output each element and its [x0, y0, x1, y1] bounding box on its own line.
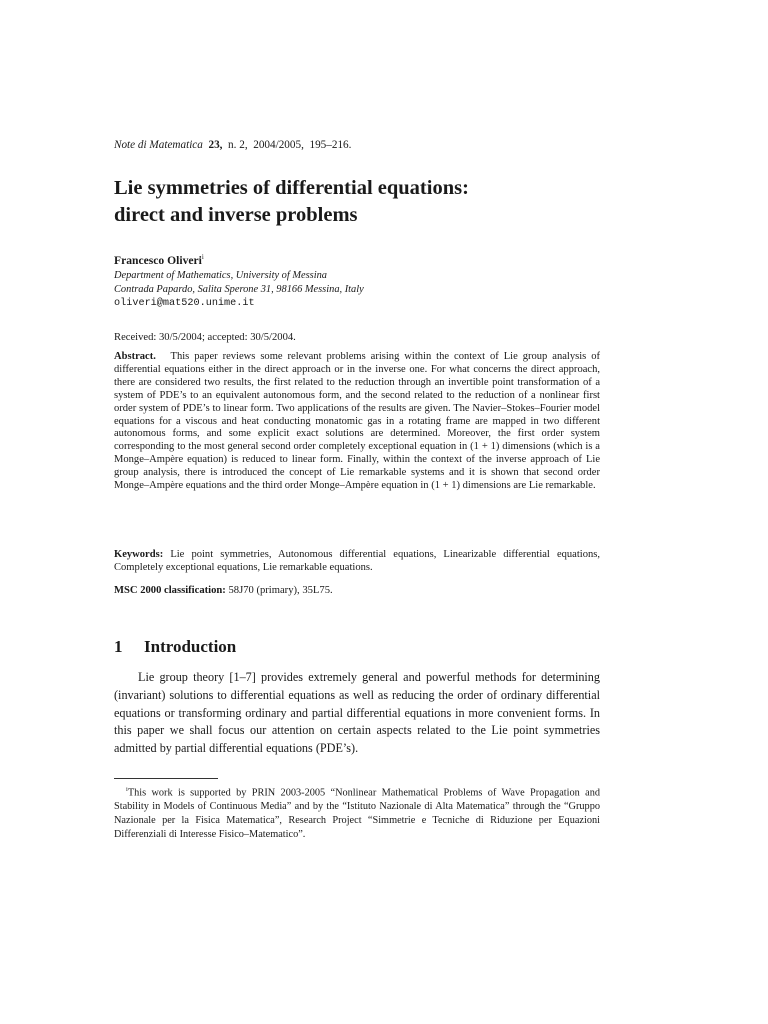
- author-name: Francesco Oliveri: [114, 253, 202, 267]
- footnote-rule: [114, 778, 218, 779]
- abstract: [114, 351, 600, 493]
- keywords-text: Lie point symmetries, Autonomous differential equations, Linearizable differential equations, Completely exceptional equations, Lie remarkable equations.: [114, 549, 601, 573]
- msc-text: 58J70 (primary), 35L75.: [228, 585, 333, 596]
- affiliation-department: Department of Mathematics, University of Messina: [114, 270, 327, 281]
- journal-name: Note di Matematica: [114, 139, 203, 151]
- footnote-text: This work is supported by PRIN 2003-2005 “Nonlinear Mathematical Problems of Wave Propagation and Stability in Models of Continuous Media” and by the “Istituto Nazionale di Alta Matematica” through the “Gruppo Nazionale per la Fisica Matematica”, Research Project “Simmetrie e Tecniche di Riduzione per Equazioni Differenziali di Interesse Fisico–Matematico”.: [114, 787, 600, 840]
- section-number: 1: [114, 637, 123, 656]
- footnote-mark: i: [126, 786, 128, 793]
- msc-classification: [114, 585, 333, 596]
- author-footnote-mark: i: [201, 253, 204, 261]
- journal-pages: 195–216.: [309, 139, 352, 151]
- intro-paragraph: Lie group theory [1–7] provides extremely general and powerful methods for determining (invariant) solutions to differential equations as well as reducing the order of ordinary differential equations or transforming ordinary and partial differential equations in more convenient forms. In this paper we shall focus our attention on certain aspects related to the Lie point symmetries admitted by partial differential equations (PDE’s).: [114, 670, 600, 756]
- journal-years: 2004/2005,: [253, 139, 304, 151]
- section-heading: [114, 637, 236, 657]
- abstract-label: Abstract.: [114, 351, 156, 362]
- title-line-2: direct and inverse problems: [114, 204, 358, 226]
- received-date: Received: 30/5/2004; accepted: 30/5/2004.: [114, 332, 296, 343]
- journal-volume: 23,: [208, 139, 223, 151]
- author-email[interactable]: oliveri@mat520.unime.it: [114, 298, 255, 309]
- msc-label: MSC 2000 classification:: [114, 585, 226, 596]
- affiliation: [114, 269, 364, 311]
- paper-title: [114, 175, 469, 229]
- footnote: [114, 783, 600, 842]
- journal-header: [114, 139, 351, 151]
- section-title: Introduction: [144, 637, 237, 656]
- affiliation-address: Contrada Papardo, Salita Sperone 31, 98166 Messina, Italy: [114, 284, 364, 295]
- keywords: [114, 548, 600, 574]
- abstract-text: This paper reviews some relevant problems arising within the context of Lie group analysis of differential equations either in the direct approach or in the inverse one. For what concerns the direct approach, there are considered two results, the first related to the reduction through an invertible point transformation of a system of PDE’s to an equivalent autonomous form, and the second related to the reduction of a nonlinear first order system of PDE’s to linear form. Two applications of the results are given. The Navier–Stokes–Fourier model equations for a viscous and heat conducting monatomic gas in a rotating frame are mapped in two different autonomous forms, and some explicit exact solutions are determined. Moreover, the first order system corresponding to the most general second order completely exceptional equation in (1 + 1) dimensions (which is a Monge–Ampère equation) is reduced to linear form. Finally, within the context of the inverse approach of Lie group analysis, there is introduced the concept of Lie remarkable systems and it is shown that second order Monge–Ampère equations and the third order Monge–Ampère equation in (1 + 1) dimensions are Lie remarkable.: [114, 351, 600, 492]
- title-line-1: Lie symmetries of differential equations:: [114, 177, 469, 199]
- journal-issue: n. 2,: [228, 139, 248, 151]
- author: [114, 253, 204, 267]
- keywords-label: Keywords:: [114, 549, 164, 560]
